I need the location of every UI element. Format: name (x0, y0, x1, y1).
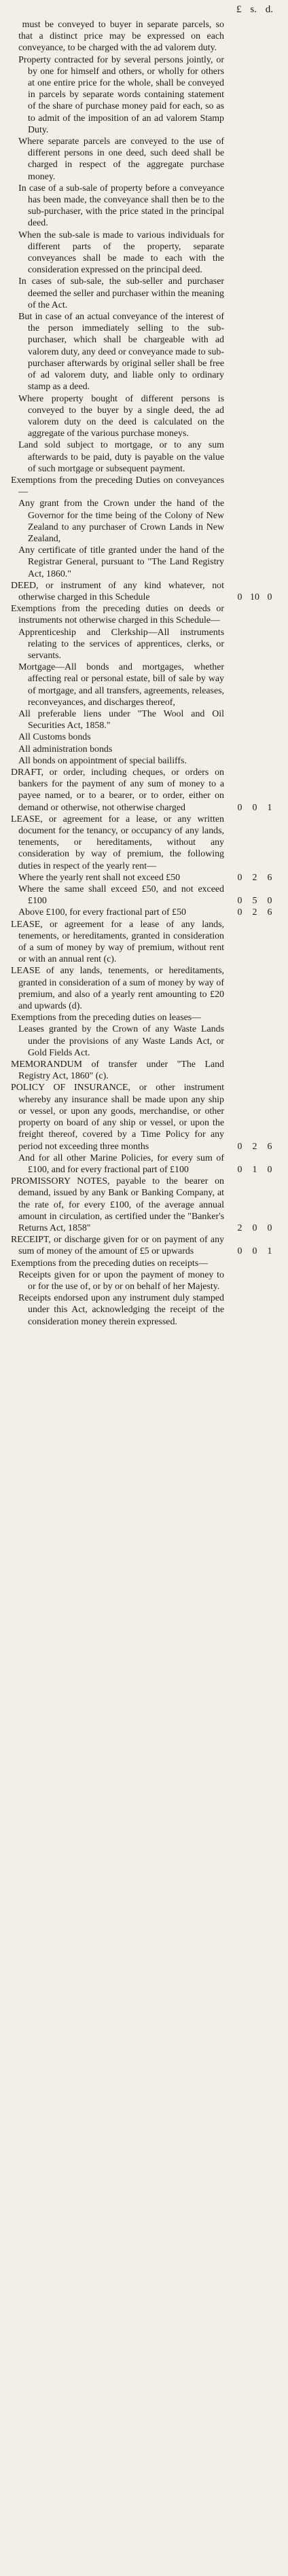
entry-text: Apprenticeship and Clerkship—All instruments relating to the services of apprentices, clerks, or servants. (18, 627, 224, 661)
entry-text: Exemptions from the preceding duties on deeds or instruments not otherwise charged in this Schedule— (11, 604, 224, 626)
entry-text: Land sold subject to mortgage, or to any sum afterwards to be paid, duty is payable on the value of such mortgage or subsequent payment. (18, 440, 224, 474)
schedule-entry (11, 183, 278, 230)
pence-value: 0 (267, 592, 272, 602)
schedule-entry (11, 1023, 278, 1059)
shillings-value: 0 (252, 802, 257, 813)
entry-amount (224, 592, 278, 603)
currency-header-row (11, 4, 278, 19)
schedule-entry (11, 767, 278, 814)
schedule-entry (11, 498, 278, 545)
entry-text: Mortgage—All bonds and mortgages, whether affecting real or personal estate, bill of sale by way of mortgage, and all transfers, agreements, releases, reconveyances, and discharges thereof, (18, 662, 224, 708)
schedule-entry (11, 1176, 278, 1234)
schedule-entry (11, 1153, 278, 1176)
entry-text: All Customs bonds (18, 732, 91, 743)
pence-value: 6 (267, 872, 272, 883)
entry-text: POLICY OF INSURANCE, or other instrument whereby any insurance shall be made upon any ship or vessel, or upon any goods, merchandise, or other property on board of any ship or vessel, or upon the freight thereof, covered by a Time Policy for any period not exceeding three months (11, 1083, 224, 1152)
entry-text: LEASE, or agreement for a lease of any lands, tenements, or hereditaments, granted in consideration of a sum of money by way of premium, without rent or with an annual rent (c). (11, 919, 224, 965)
schedule-entry (11, 545, 278, 580)
entry-amount (224, 872, 278, 884)
schedule-entry (11, 1059, 278, 1082)
schedule-entries (11, 19, 278, 1328)
pence-value: 6 (267, 907, 272, 918)
entry-text: RECEIPT, or discharge given for or on payment of any sum of money of the amount of £5 or upwards (11, 1235, 224, 1257)
pence-value: 1 (267, 1246, 272, 1257)
schedule-entry (11, 1234, 278, 1257)
schedule-entry (11, 814, 278, 872)
entry-text: But in case of an actual conveyance of the interest of the person immediately selling to the sub-purchaser, which shall be chargeable with ad valorem duty, any deed or conveyance made to sub-purchaser afterwards by original seller shall be free of ad valorem duty, and liable only to ordinary stamp as a deed. (18, 312, 224, 393)
shillings-value: 2 (252, 872, 257, 883)
entry-text: DRAFT, or order, including cheques, or orders on bankers for the payment of any sum of money to a payee named, or to a bearer, or to order, either on demand or otherwise, not otherwise charged (11, 767, 224, 813)
schedule-entry (11, 1258, 278, 1269)
entry-amount (224, 907, 278, 918)
pounds-value: 0 (237, 1246, 242, 1257)
pounds-value: 0 (237, 592, 242, 602)
schedule-entry (11, 731, 278, 743)
entry-text: DEED, or instrument of any kind whatever, not otherwise charged in this Schedule (11, 580, 224, 602)
schedule-entry (11, 1082, 278, 1152)
shillings-value: 2 (252, 1141, 257, 1152)
entry-text: LEASE, or agreement for a lease, or any written document for the tenancy, or occupancy of any lands, tenements, or hereditaments, without any consideration by way of premium, the following duties in respect of the yearly rent— (11, 814, 224, 871)
schedule-entry (11, 580, 278, 603)
pence-heading: d. (265, 4, 273, 15)
entry-text: Where property bought of different persons is conveyed to the buyer by a single deed, the ad valorem duty on the deed is calculated on the aggregate of the various purchase moneys. (18, 393, 224, 439)
pence-value: 6 (267, 1141, 272, 1152)
entry-text: Exemptions from the preceding duties on leases— (11, 1013, 202, 1023)
entry-amount (224, 1141, 278, 1153)
entry-text: All bonds on appointment of special bailiffs. (18, 755, 187, 766)
schedule-entry (11, 1012, 278, 1023)
schedule-entry (11, 311, 278, 393)
entry-text: Above £100, for every fractional part of £50 (18, 907, 186, 918)
entry-amount (224, 895, 278, 907)
entry-amount (224, 1164, 278, 1176)
schedule-entry (11, 276, 278, 311)
entry-text: Receipts endorsed upon any instrument duly stamped under this Act, acknowledging the receipt of the consideration money therein expressed. (18, 1293, 224, 1327)
shillings-value: 10 (250, 592, 259, 602)
currency-header (224, 4, 278, 19)
schedule-entry (11, 54, 278, 136)
entry-text: Any grant from the Crown under the hand of the Governor for the time being of the Colony of New Zealand to any purchaser of Crown Lands in New Zealand, (18, 498, 224, 544)
pence-value: 0 (267, 896, 272, 907)
entry-text: All preferable liens under "The Wool and Oil Securities Act, 1858." (18, 708, 224, 731)
pence-value: 0 (267, 1164, 272, 1175)
schedule-entry (11, 919, 278, 966)
schedule-entry (11, 19, 278, 54)
pounds-value: 0 (237, 1164, 242, 1175)
entry-text: Exemptions from the preceding Duties on conveyances— (11, 475, 224, 498)
entry-text: must be conveyed to buyer in separate parcels, so that a distinct price may be expressed on each conveyance, to be charged with the ad valorem duty. (18, 20, 224, 54)
entry-amount (224, 1246, 278, 1257)
entry-text: Where separate parcels are conveyed to the use of different persons in one deed, such deed shall be charged in respect of the aggregate purchase money. (18, 137, 224, 182)
schedule-entry (11, 661, 278, 708)
entry-text: Any certificate of title granted under the hand of the Registrar General, pursuant to "The Land Registry Act, 1860." (18, 545, 224, 579)
entry-text: Exemptions from the preceding duties on receipts— (11, 1258, 209, 1269)
entry-text: PROMISSORY NOTES, payable to the bearer on demand, issued by any Bank or Banking Company, at the rate of, for every £100, of the average annual amount in circulation, as certified under the "Banker's Returns Act, 1858" (11, 1176, 224, 1233)
schedule-entry (11, 872, 278, 884)
schedule-entry (11, 708, 278, 731)
schedule-entry (11, 884, 278, 907)
schedule-entry (11, 393, 278, 440)
schedule-entry (11, 1292, 278, 1328)
schedule-entry (11, 965, 278, 1012)
shillings-value: 1 (252, 1164, 257, 1175)
schedule-entry (11, 755, 278, 767)
entry-amount (224, 802, 278, 814)
pounds-value: 2 (237, 1222, 242, 1233)
pounds-value: 0 (237, 872, 242, 883)
entry-text: Where the same shall exceed £50, and not exceed £100 (18, 884, 224, 907)
shillings-heading: s. (250, 4, 257, 15)
entry-text: Where the yearly rent shall not exceed £50 (18, 872, 181, 883)
schedule-entry (11, 603, 278, 626)
entry-text: And for all other Marine Policies, for every sum of £100, and for every fractional part of £100 (18, 1153, 224, 1175)
schedule-entry (11, 439, 278, 475)
entry-text: All administration bonds (18, 744, 113, 755)
schedule-entry (11, 744, 278, 755)
pounds-value: 0 (237, 907, 242, 918)
schedule-entry (11, 230, 278, 276)
entry-text: In cases of sub-sale, the sub-seller and purchaser deemed the seller and purchaser within the meaning of the Act. (18, 276, 224, 310)
shillings-value: 5 (252, 896, 257, 907)
schedule-entry (11, 136, 278, 183)
pounds-value: 0 (237, 896, 242, 907)
entry-amount (224, 1222, 278, 1234)
entry-text: LEASE of any lands, tenements, or hereditaments, granted in consideration of a sum of money by way of premium, and also of a yearly rent amounting to £20 and upwards (d). (11, 966, 224, 1012)
schedule-entry (11, 627, 278, 662)
shillings-value: 0 (252, 1222, 257, 1233)
entry-text: When the sub-sale is made to various individuals for different parts of the property, separate conveyances shall be made to each with the consideration expressed on the principal deed. (18, 230, 224, 276)
shillings-value: 0 (252, 1246, 257, 1257)
pounds-heading: £ (236, 4, 242, 15)
shillings-value: 2 (252, 907, 257, 918)
schedule-entry (11, 475, 278, 498)
schedule-entry (11, 1269, 278, 1292)
pounds-value: 0 (237, 1141, 242, 1152)
entry-text: Property contracted for by several persons jointly, or by one for himself and others, or wholly for others at one entire price for the whole, shall be conveyed in parcels by separate words containing statement of the share of purchase money paid for each, so as to admit of the imposition of an ad valorem Stamp Duty. (18, 54, 224, 135)
pence-value: 1 (267, 802, 272, 813)
schedule-entry (11, 907, 278, 918)
pence-value: 0 (267, 1222, 272, 1233)
entry-text: MEMORANDUM of transfer under "The Land Registry Act, 1860" (c). (11, 1059, 224, 1082)
entry-text: Receipts given for or upon the payment of money to or for the use of, or by or on behalf of her Majesty. (18, 1269, 224, 1292)
pounds-value: 0 (237, 802, 242, 813)
entry-text: In case of a sub-sale of property before a conveyance has been made, the conveyance shall then be to the sub-purchaser, with the price stated in the principal deed. (18, 183, 224, 229)
entry-text: Leases granted by the Crown of any Waste Lands under the provisions of any Waste Lands Act, or Gold Fields Act. (18, 1024, 224, 1058)
